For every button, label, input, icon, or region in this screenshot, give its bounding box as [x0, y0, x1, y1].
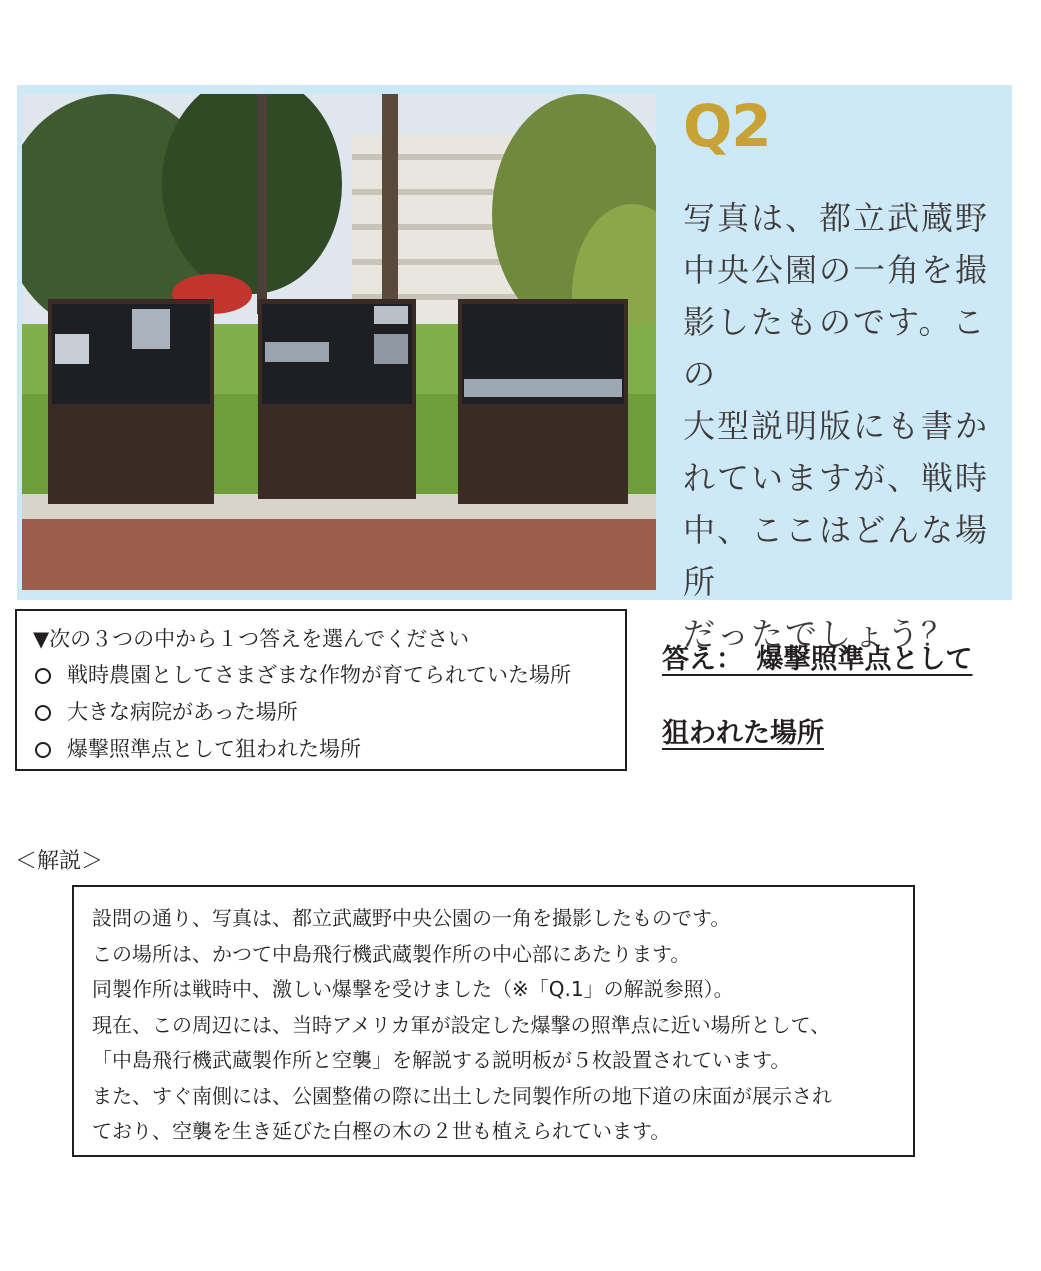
choice-label: 爆撃照準点として狙われた場所 — [67, 737, 361, 761]
choices-heading: ▼次の３つの中から１つ答えを選んでください — [33, 627, 470, 651]
explanation-line: 設問の通り、写真は、都立武蔵野中央公園の一角を撮影したものです。 — [92, 906, 731, 930]
question-number: Q2 — [683, 92, 771, 160]
question-line: だったでしょう？ — [683, 615, 956, 653]
explanation-line: ており、空襲を生き延びた白樫の木の２世も植えられています。 — [92, 1119, 671, 1143]
explanation-heading: ＜解説＞ — [15, 849, 104, 874]
question-line: 大型説明版にも書か — [683, 407, 990, 445]
choice-option-3 — [33, 731, 609, 768]
explanation-line: 同製作所は戦時中、激しい爆撃を受けました（※「Q.1」の解説参照）。 — [92, 977, 734, 1001]
choice-option-2 — [33, 694, 609, 731]
answer-line-1: 答え： 爆撃照準点として — [662, 644, 973, 675]
park-signboards-photo — [22, 94, 656, 590]
question-text — [683, 192, 1003, 660]
question-line: れていますが、戦時 — [683, 459, 990, 497]
question-line: 中、ここはどんな場所 — [683, 511, 990, 601]
choice-label: 大きな病院があった場所 — [67, 700, 298, 724]
choices-box — [15, 609, 627, 771]
circle-icon — [35, 705, 51, 721]
choice-option-1 — [33, 657, 609, 694]
choice-label: 戦時農園としてさまざまな作物が育てられていた場所 — [67, 663, 571, 687]
answer-line-2: 狙われた場所 — [662, 718, 824, 749]
answer — [662, 632, 1022, 762]
question-line: 影したものです。この — [683, 303, 987, 393]
explanation-line: この場所は、かつて中島飛行機武蔵製作所の中心部にあたります。 — [92, 941, 691, 966]
explanation-line: 「中島飛行機武蔵製作所と空襲」を解説する説明板が５枚設置されています。 — [92, 1048, 791, 1072]
circle-icon — [35, 742, 51, 758]
question-line: 写真は、都立武蔵野 — [683, 199, 990, 237]
circle-icon — [35, 668, 51, 684]
question-line: 中央公園の一角を撮 — [683, 251, 990, 289]
explanation-line: 現在、この周辺には、当時アメリカ軍が設定した爆撃の照準点に近い場所として、 — [92, 1012, 831, 1037]
explanation-line: また、すぐ南側には、公園整備の際に出土した同製作所の地下道の床面が展示され — [92, 1083, 832, 1108]
explanation-box — [72, 885, 915, 1157]
